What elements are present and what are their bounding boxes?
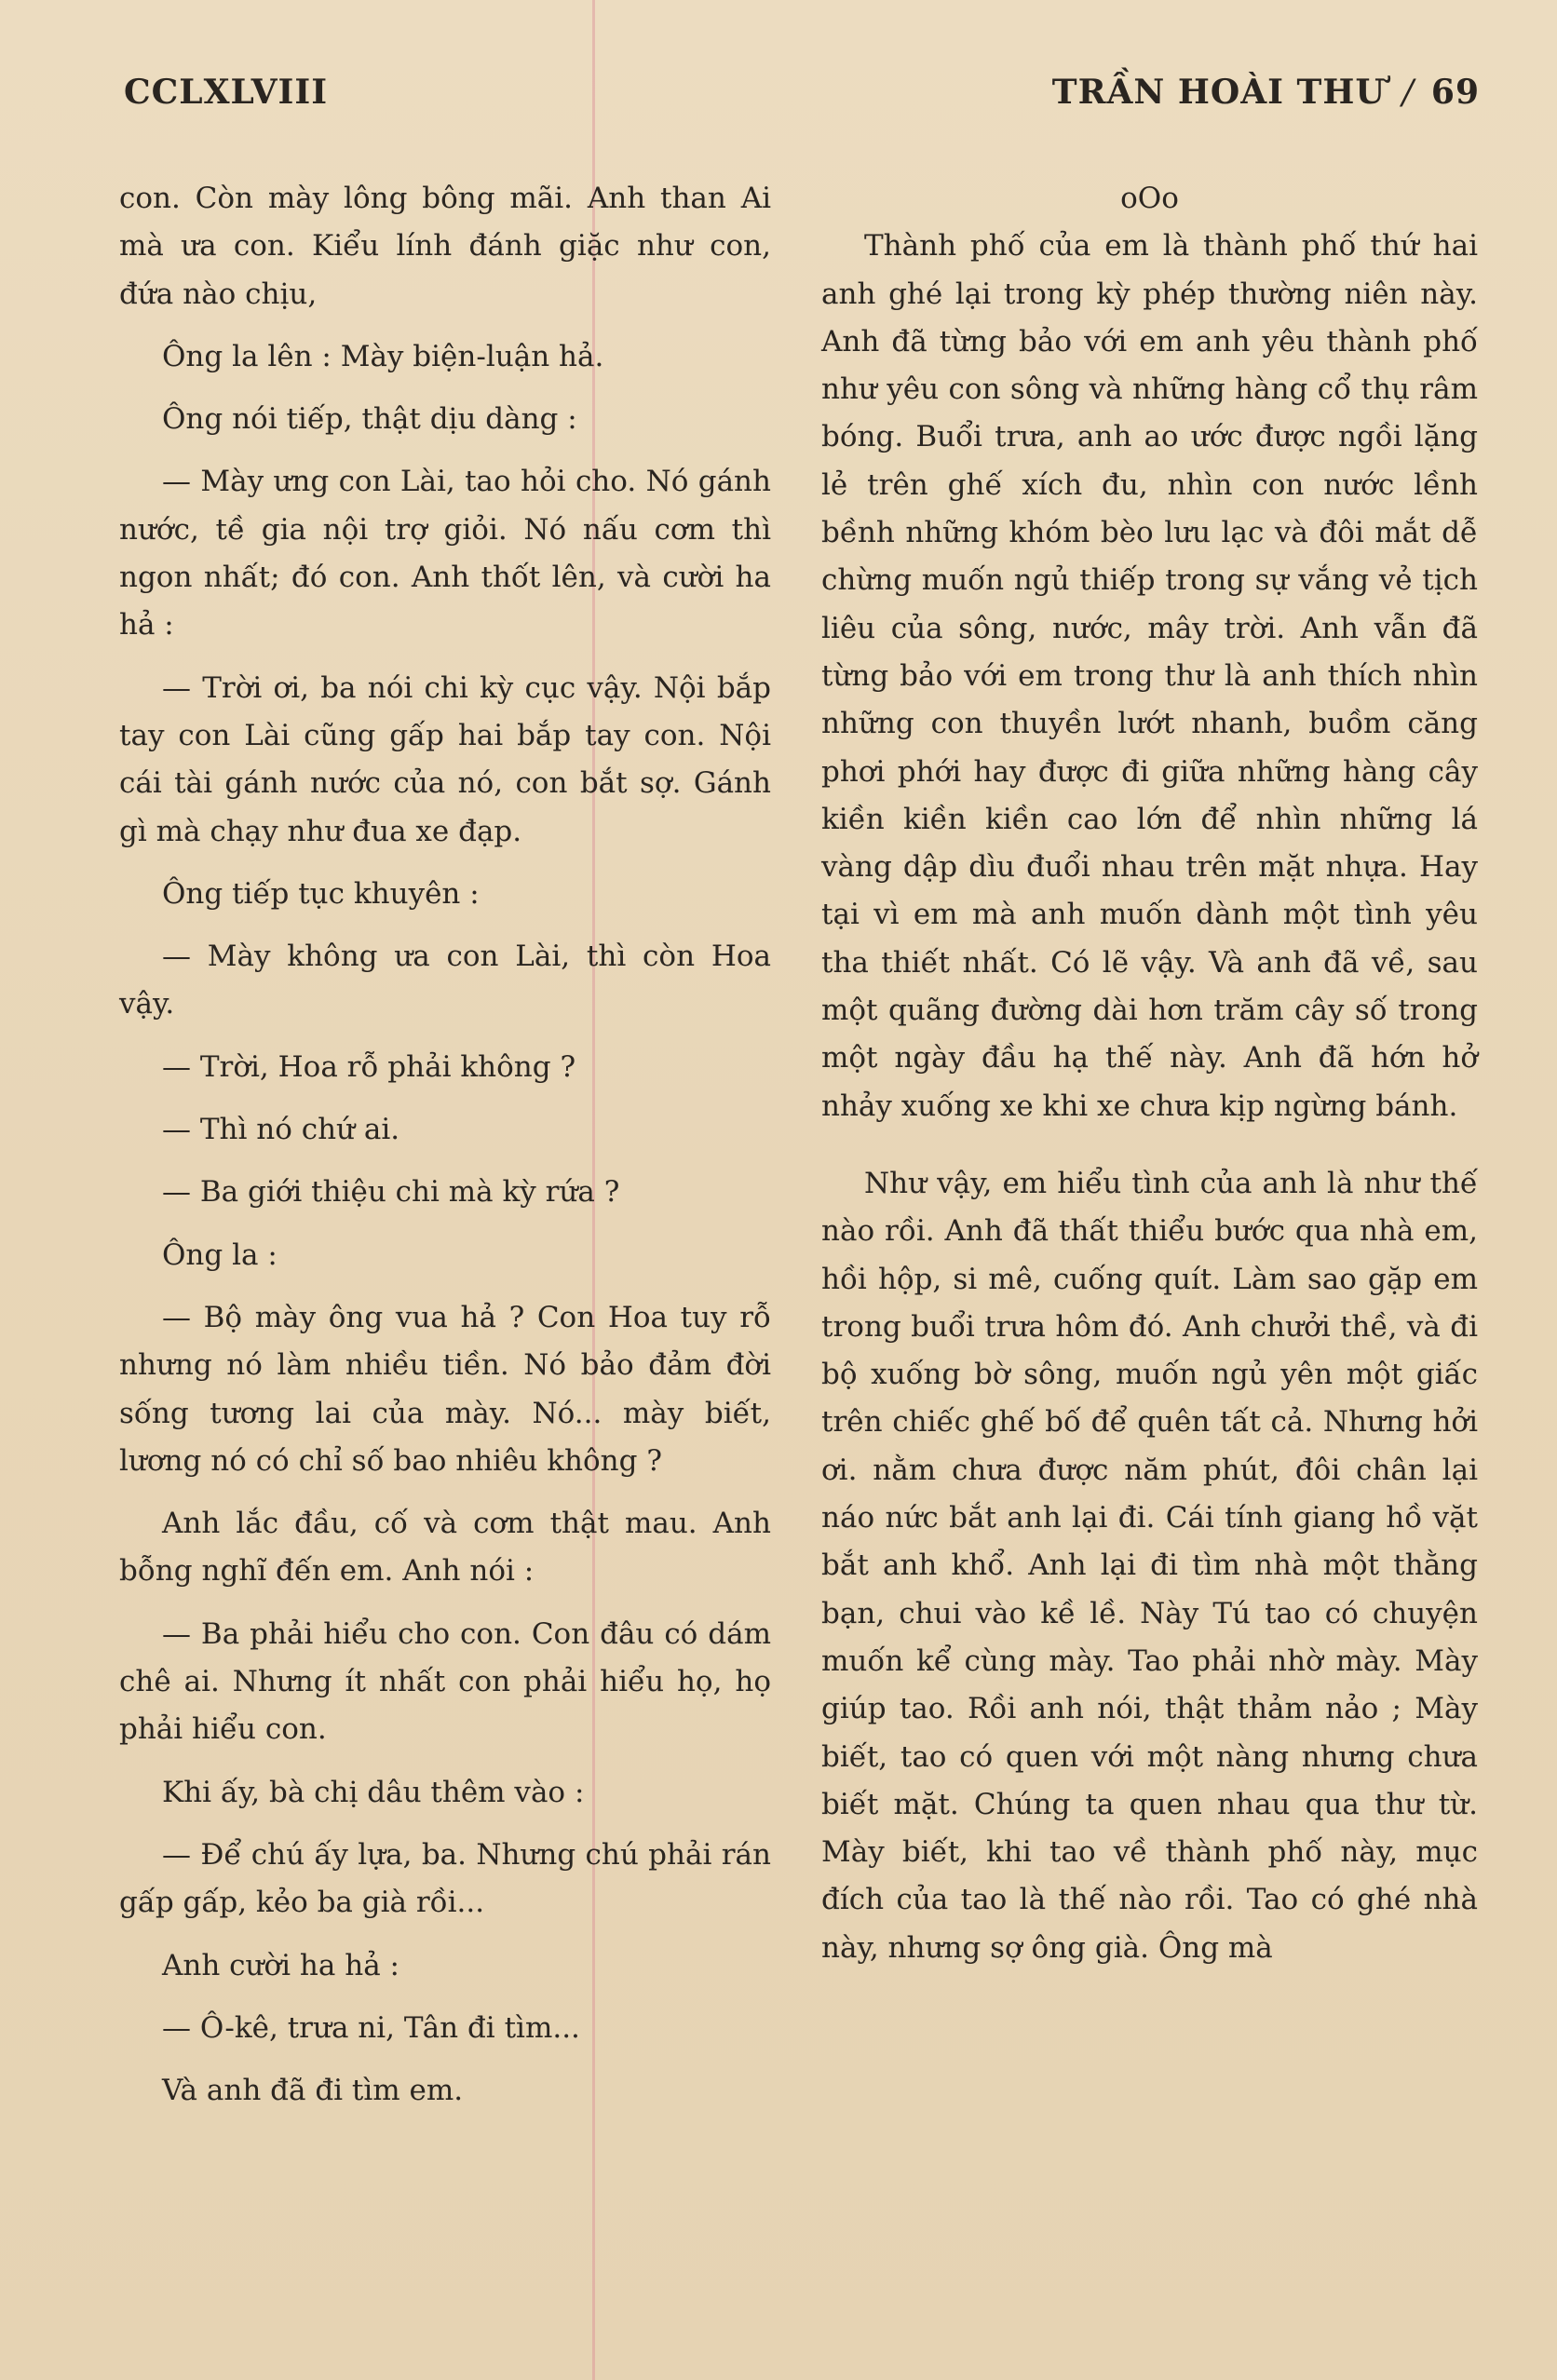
paragraph: — Ba phải hiểu cho con. Con đâu có dám chê ai. Nhưng ít nhất con phải hiểu họ, họ phải hiểu con. <box>119 1616 771 1747</box>
paragraph: con. Còn mày lông bông mãi. Anh than Ai mà ưa con. Kiểu lính đánh giặc như con, đứa nào chịu, <box>119 182 771 311</box>
left-column <box>119 175 771 2115</box>
paragraph: Ông tiếp tục khuyên : <box>162 876 480 911</box>
paragraph: Như vậy, em hiểu tình của anh là như thế nào rồi. Anh đã thất thiểu bước qua nhà em, hồi hộp, si mê, cuống quít. Làm sao gặp em trong buổi trưa hôm đó. Anh chưởi thề, và đi bộ xuống bờ sông, muốn ngủ yên một giấc trên chiếc ghế bố để quên tất cả. Nhưng hởi ơi. nằm chưa được năm phút, đôi chân lại náo nức bắt anh lại đi. Cái tính giang hồ vặt bắt anh khổ. Anh lại đi tìm nhà một thằng bạn, chui vào kề lề. Này Tú tao có chuyện muốn kể cùng mày. Tao phải nhờ mày. Mày giúp tao. Rồi anh nói, thật thảm nảo ; Mày biết, tao có quen với một nàng nhưng chưa biết mặt. Chúng ta quen nhau qua thư từ. Mày biết, khi tao về thành phố này, mục đích của tao là thế nào rồi. Tao có ghé nhà này, nhưng sợ ông già. Ông mà <box>821 1166 1478 1965</box>
paragraph: — Ô-kê, trưa ni, Tân đi tìm... <box>162 2010 580 2045</box>
header-separator: / <box>1401 74 1415 112</box>
paragraph: Ông nói tiếp, thật dịu dàng : <box>162 402 577 437</box>
paragraph: Thành phố của em là thành phố thứ hai anh ghé lại trong kỳ phép thường niên này. Anh đã từng bảo với em anh yêu thành phố như yêu con sông và những hàng cổ thụ râm bóng. Buổi trưa, anh ao ước được ngồi lặng lẻ trên ghế xích đu, nhìn con nước lềnh bềnh những khóm bèo lưu lạc và đôi mắt dễ chừng muốn ngủ thiếp trong sự vắng vẻ tịch liêu của sông, nước, mây trời. Anh vẫn đã từng bảo với em trong thư là anh thích nhìn những con thuyền lướt nhanh, buồm căng phơi phới hay được đi giữa những hàng cây kiền kiền kiền cao lớn để nhìn những lá vàng dập dìu đuổi nhau trên mặt nhựa. Hay tại vì em mà anh muốn dành một tình yêu tha thiết nhất. Có lẽ vậy. Và anh đã về, sau một quãng đường dài hơn trăm cây số trong một ngày đầu hạ thế này. Anh đã hớn hở nhảy xuống xe khi xe chưa kịp ngừng bánh. <box>821 229 1478 1123</box>
paragraph: Ông la : <box>162 1237 278 1272</box>
author-name: TRẦN HOÀI THƯ <box>1051 73 1386 112</box>
paragraph: — Trời ơi, ba nói chi kỳ cục vậy. Nội bắp tay con Lài cũng gấp hai bắp tay con. Nội cái tài gánh nước của nó, con bắt sợ. Gánh gì mà chạy như đua xe đạp. <box>119 670 771 848</box>
paragraph: — Mày ưng con Lài, tao hỏi cho. Nó gánh nước, tề gia nội trợ giỏi. Nó nấu cơm thì ngon nhất; đó con. Anh thốt lên, và cười ha hả : <box>119 465 771 642</box>
paragraph: Anh lắc đầu, cố và cơm thật mau. Anh bỗng nghĩ đến em. Anh nói : <box>119 1507 771 1589</box>
paragraph: — Để chú ấy lựa, ba. Nhưng chú phải rán gấp gấp, kẻo ba già rồi... <box>119 1837 771 1920</box>
page-number: 69 <box>1430 73 1480 112</box>
paragraph: Khi ấy, bà chị dâu thêm vào : <box>162 1775 585 1809</box>
running-header <box>1052 73 1480 112</box>
paragraph: — Thì nó chứ ai. <box>162 1113 400 1147</box>
paragraph: Ông la lên : Mày biện-luận hả. <box>162 339 604 373</box>
paragraph: — Mày không ưa con Lài, thì còn Hoa vậy. <box>119 940 771 1021</box>
section-ornament: oOo <box>1120 182 1179 215</box>
paragraph: Và anh đã đi tìm em. <box>162 2074 464 2108</box>
issue-number: CCLXLVIII <box>124 73 329 112</box>
right-column <box>821 175 1478 1972</box>
paragraph: — Bộ mày ông vua hả ? Con Hoa tuy rỗ nhưng nó làm nhiều tiền. Nó bảo đảm đời sống tương lai của mày. Nó... mày biết, lương nó có chỉ số bao nhiêu không ? <box>119 1300 771 1478</box>
paragraph: — Ba giới thiệu chi mà kỳ rứa ? <box>162 1175 620 1210</box>
paragraph: Anh cười ha hả : <box>162 1948 399 1982</box>
paragraph: — Trời, Hoa rỗ phải không ? <box>162 1049 576 1084</box>
